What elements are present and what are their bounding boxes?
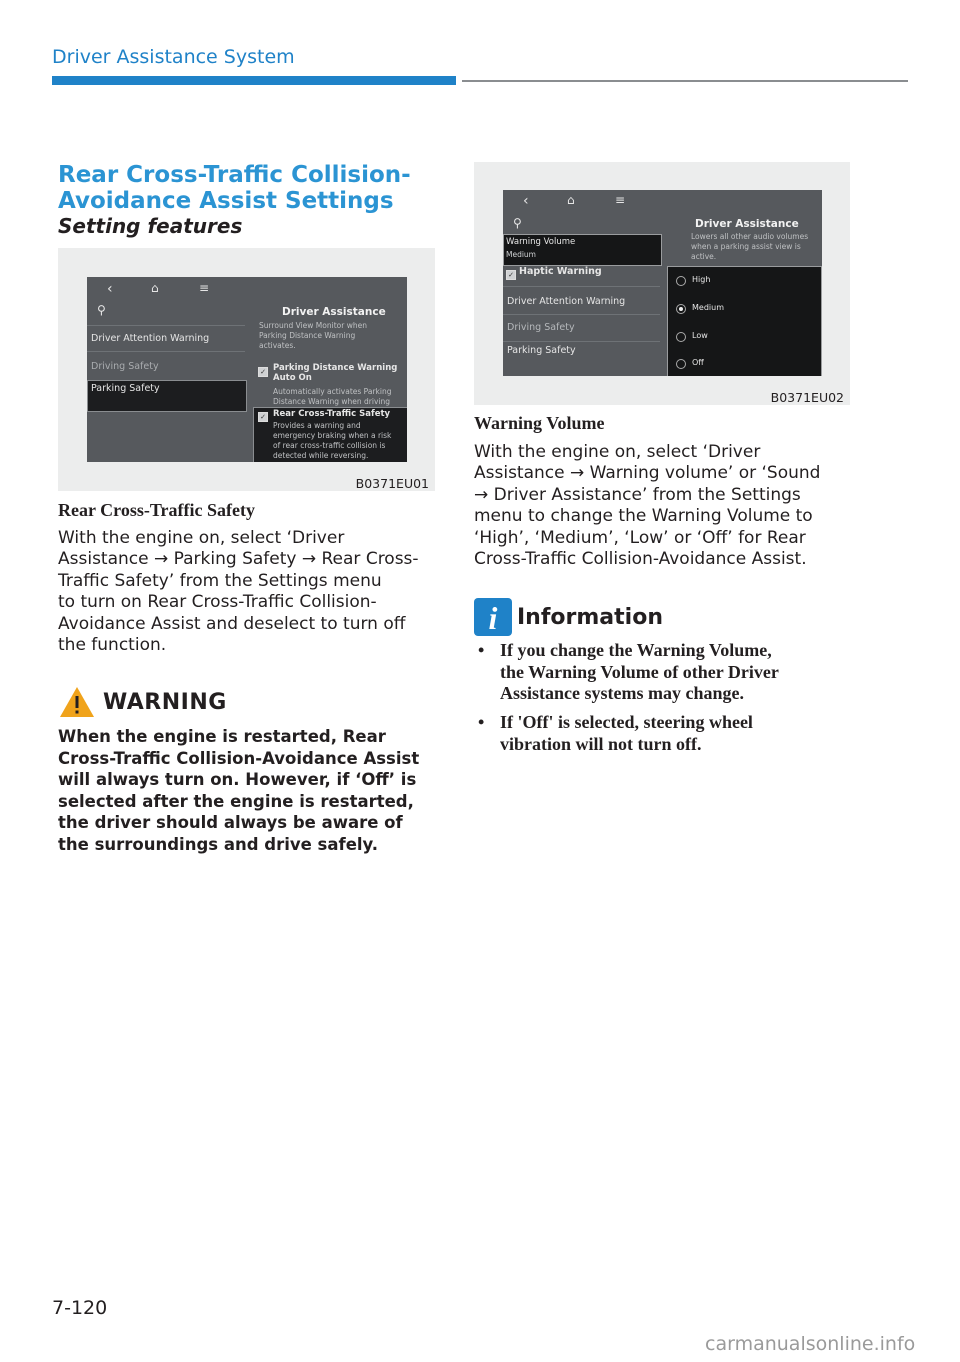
desc-line: active. (691, 252, 717, 261)
desc-line: when a parking assist view is (691, 242, 801, 251)
divider (503, 341, 660, 342)
divider (503, 314, 660, 315)
info-list-item (478, 640, 860, 705)
option-low: Low (692, 331, 708, 340)
text-line: will always turn on. However, if ‘Off’ is (58, 770, 417, 790)
desc-line: Lowers all other audio volumes (691, 232, 809, 241)
divider (87, 351, 245, 352)
warning-volume-dropdown (503, 234, 662, 266)
paragraph-warning-volume (474, 442, 854, 570)
text-line: With the engine on, select ‘Driver (58, 528, 345, 548)
text-line: Cross-Traffic Collision-Avoidance Assist. (474, 549, 807, 570)
info-list-item (478, 712, 860, 755)
text-line: With the engine on, select ‘Driver (474, 442, 761, 462)
figure-2-caption: B0371EU02 (770, 390, 844, 405)
warning-text (58, 726, 438, 856)
desc-line: detected while reversing. (273, 451, 369, 460)
search-icon: ⚲ (97, 303, 106, 317)
radio-low (676, 332, 686, 342)
figure-1-panel (58, 248, 435, 491)
text-line: ‘High’, ‘Medium’, ‘Low’ or ‘Off’ for Rear (474, 527, 806, 548)
text-line: the surroundings and drive safely. (58, 834, 379, 854)
radio-off (676, 359, 686, 369)
divider (87, 325, 245, 326)
header-rule-gray (462, 80, 908, 82)
desc-top (259, 321, 367, 351)
desc-line: activates. (259, 341, 296, 350)
text-line: Assistance → Warning volume’ or ‘Sound (474, 463, 821, 484)
page-number: 7-120 (52, 1297, 108, 1319)
text-line: If 'Off' is selected, steering wheel (500, 712, 753, 732)
opt-label: Parking Distance Warning (273, 363, 398, 373)
option-high: High (692, 275, 711, 284)
option-medium: Medium (692, 303, 724, 312)
text-line: the driver should always be aware of (58, 813, 403, 833)
divider (503, 286, 660, 287)
warning-triangle-icon (58, 685, 96, 719)
screen-title: Driver Assistance (282, 306, 386, 318)
paragraph-rear-cross-traffic (58, 528, 438, 656)
back-icon: ‹ (523, 193, 529, 209)
text-line: Assistance → Parking Safety → Rear Cross- (58, 549, 419, 570)
heading-warning-volume: Warning Volume (474, 413, 605, 433)
opt-label: Auto On (273, 373, 312, 383)
menu-item-driving-safety: Driving Safety (507, 322, 575, 333)
menu-item-haptic-warning: Haptic Warning (519, 266, 602, 277)
text-line: vibration will not turn off. (500, 733, 702, 754)
option-off: Off (692, 358, 704, 367)
radio-high (676, 276, 686, 286)
screen-desc (691, 232, 808, 262)
text-line: Traffic Safety’ from the Settings menu (58, 570, 382, 591)
text-line: → Driver Assistance’ from the Settings (474, 484, 801, 505)
desc-line: Surround View Monitor when (259, 321, 367, 330)
radio-medium (676, 304, 686, 314)
header-rule-blue (52, 76, 456, 85)
figure-2-panel (474, 162, 850, 405)
screen-driver-assistance-parking (87, 277, 407, 462)
text-line: Avoidance Assist and deselect to turn off (58, 613, 406, 634)
menu-item-driver-attention: Driver Attention Warning (507, 296, 626, 307)
settings-detail (249, 321, 405, 462)
opt2-desc (273, 421, 391, 461)
menu-item-parking-safety: Parking Safety (507, 345, 576, 356)
text-line: menu to change the Warning Volume to (474, 506, 813, 527)
figure-1-caption: B0371EU01 (355, 476, 429, 491)
watermark: carmanualsonline.info (705, 1333, 916, 1355)
information-icon: i (474, 598, 512, 636)
dropdown-value: Medium (506, 250, 536, 259)
menu-item-parking-safety: Parking Safety (91, 383, 160, 394)
section-title (58, 162, 438, 214)
desc-line: Automatically activates Parking (273, 387, 392, 396)
opt1-desc (273, 387, 391, 407)
checkbox-rear-cross-traffic: ✓ (258, 412, 268, 422)
checkbox-parking-distance: ✓ (258, 367, 268, 377)
text-line: Assistance systems may change. (500, 683, 744, 704)
home-icon: ⌂ (567, 193, 575, 207)
desc-line: Parking Distance Warning (259, 331, 356, 340)
text-line: to turn on Rear Cross-Traffic Collision- (58, 592, 377, 613)
running-header: Driver Assistance System (52, 46, 295, 68)
checkbox-haptic: ✓ (506, 270, 516, 280)
bullet: • (478, 712, 485, 732)
desc-line: of rear cross-traffic collision is (273, 441, 386, 450)
text-line: the function. (58, 635, 167, 656)
menu-icon: ≡ (199, 281, 210, 295)
volume-options-list (667, 266, 822, 376)
menu-icon: ≡ (615, 193, 626, 207)
desc-line: emergency braking when a risk (273, 431, 392, 440)
text-line: When the engine is restarted, Rear (58, 727, 386, 746)
screen-warning-volume (503, 190, 822, 376)
bullet: • (478, 640, 485, 660)
heading-rear-cross-traffic-safety: Rear Cross-Traffic Safety (58, 500, 255, 520)
opt-rear-cross-traffic: Rear Cross-Traffic Safety (273, 409, 391, 419)
opt-parking-distance (273, 363, 397, 383)
home-icon: ⌂ (151, 281, 159, 295)
back-icon: ‹ (107, 281, 113, 297)
search-icon: ⚲ (513, 216, 522, 230)
section-title-line1: Rear Cross-Traffic Collision- (58, 162, 411, 188)
menu-item-driving-safety: Driving Safety (91, 361, 159, 372)
information-title: Information (517, 605, 663, 630)
warning-title: WARNING (103, 690, 227, 715)
section-title-line2: Avoidance Assist Settings (58, 188, 394, 214)
dropdown-label: Warning Volume (506, 237, 576, 247)
text-line: Cross-Traffic Collision-Avoidance Assist (58, 748, 420, 768)
desc-line: Distance Warning when driving (273, 397, 391, 406)
section-subtitle: Setting features (58, 214, 243, 238)
text-line: If you change the Warning Volume, (500, 640, 772, 660)
screen-title: Driver Assistance (695, 218, 799, 230)
text-line: selected after the engine is restarted, (58, 791, 414, 811)
menu-item-driver-attention: Driver Attention Warning (91, 333, 210, 344)
desc-line: Provides a warning and (273, 421, 361, 430)
text-line: the Warning Volume of other Driver (500, 661, 779, 682)
